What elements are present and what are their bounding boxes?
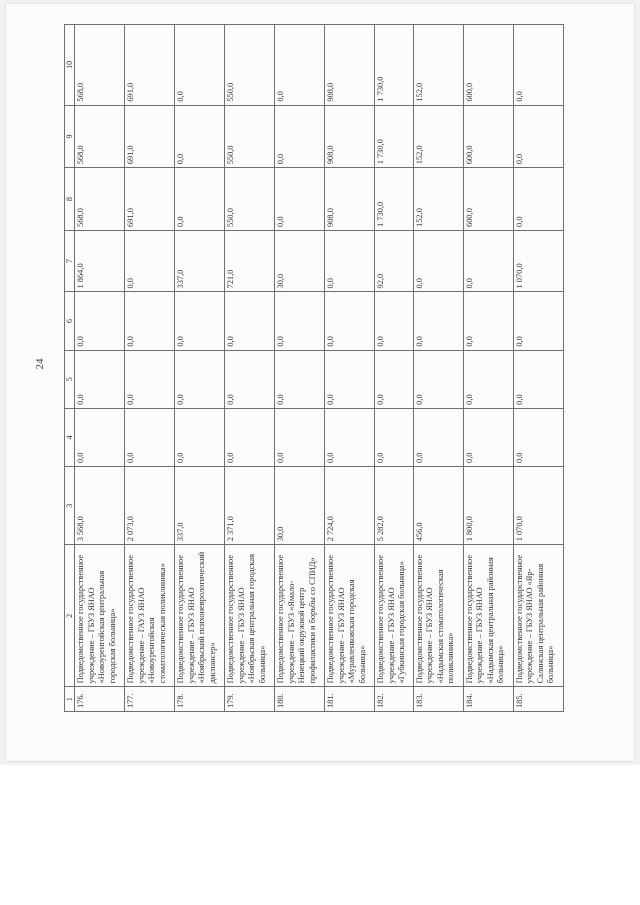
value-cell: 1 800,0 <box>463 466 513 544</box>
value-cell: 908,0 <box>325 25 375 106</box>
institution-name-cell: Подведомственное государственное учреждение – ГБУЗ «Ямало-Ненецкий окружной центр профилактики и борьбы со СПИД» <box>275 545 325 687</box>
document-page <box>6 4 634 761</box>
row-number-cell: 183. <box>413 687 463 712</box>
value-cell: 0,0 <box>275 408 325 466</box>
value-cell: 152,0 <box>413 105 463 168</box>
value-cell: 550,0 <box>225 168 275 231</box>
row-number-cell: 181. <box>325 687 375 712</box>
value-cell: 908,0 <box>325 168 375 231</box>
table-row <box>463 25 513 712</box>
column-header: 2 <box>65 545 75 687</box>
column-header: 4 <box>65 408 75 466</box>
value-cell: 0,0 <box>325 292 375 350</box>
table-row <box>125 25 175 712</box>
value-cell: 30,0 <box>275 466 325 544</box>
value-cell: 3 568,0 <box>75 466 125 544</box>
value-cell: 0,0 <box>75 350 125 408</box>
value-cell: 0,0 <box>125 230 175 292</box>
value-cell: 691,0 <box>125 105 175 168</box>
value-cell: 2 724,0 <box>325 466 375 544</box>
value-cell: 0,0 <box>225 292 275 350</box>
institution-name-cell: Подведомственное государственное учреждение – ГБУЗ ЯНАО «Новоуренгойская центральная городская больница» <box>75 545 125 687</box>
value-cell: 721,0 <box>225 230 275 292</box>
table-row <box>375 25 413 712</box>
value-cell: 0,0 <box>513 105 563 168</box>
value-cell: 550,0 <box>225 105 275 168</box>
institution-name-cell: Подведомственное государственное учреждение – ГАУЗ ЯНАО «Новоуренгойская стоматологическая поликлиника» <box>125 545 175 687</box>
value-cell: 0,0 <box>175 25 225 106</box>
value-cell: 0,0 <box>275 350 325 408</box>
value-cell: 0,0 <box>175 350 225 408</box>
column-header: 10 <box>65 25 75 106</box>
value-cell: 0,0 <box>413 408 463 466</box>
value-cell: 0,0 <box>275 168 325 231</box>
value-cell: 2 073,0 <box>125 466 175 544</box>
value-cell: 152,0 <box>413 25 463 106</box>
row-number-cell: 185. <box>513 687 563 712</box>
value-cell: 1 730,0 <box>375 105 413 168</box>
value-cell: 0,0 <box>125 408 175 466</box>
value-cell: 691,0 <box>125 25 175 106</box>
value-cell: 0,0 <box>225 350 275 408</box>
institution-name-cell: Подведомственное государственное учреждение – ГБУЗ ЯНАО «Яр-Салинская центральная районная больница» <box>513 545 563 687</box>
column-header: 1 <box>65 687 75 712</box>
value-cell: 0,0 <box>375 292 413 350</box>
table-row <box>413 25 463 712</box>
value-cell: 600,0 <box>463 105 513 168</box>
value-cell: 0,0 <box>275 105 325 168</box>
value-cell: 568,0 <box>75 105 125 168</box>
value-cell: 0,0 <box>463 350 513 408</box>
column-header: 8 <box>65 168 75 231</box>
value-cell: 0,0 <box>463 408 513 466</box>
value-cell: 0,0 <box>275 25 325 106</box>
value-cell: 0,0 <box>463 292 513 350</box>
value-cell: 0,0 <box>125 350 175 408</box>
value-cell: 0,0 <box>175 292 225 350</box>
table-row <box>275 25 325 712</box>
table-body <box>75 25 564 712</box>
value-cell: 0,0 <box>513 25 563 106</box>
table-row <box>75 25 125 712</box>
institution-name-cell: Подведомственное государственное учреждение – ГБУЗ ЯНАО «Муравленковская городская больница» <box>325 545 375 687</box>
value-cell: 0,0 <box>375 408 413 466</box>
value-cell: 0,0 <box>125 292 175 350</box>
value-cell: 0,0 <box>175 168 225 231</box>
value-cell: 568,0 <box>75 168 125 231</box>
value-cell: 1 730,0 <box>375 168 413 231</box>
row-number-cell: 184. <box>463 687 513 712</box>
table-row <box>225 25 275 712</box>
value-cell: 0,0 <box>375 350 413 408</box>
table-row <box>325 25 375 712</box>
table-row <box>513 25 563 712</box>
row-number-cell: 182. <box>375 687 413 712</box>
value-cell: 0,0 <box>513 292 563 350</box>
value-cell: 2 371,0 <box>225 466 275 544</box>
value-cell: 5 282,0 <box>375 466 413 544</box>
row-number-cell: 177. <box>125 687 175 712</box>
column-header: 5 <box>65 350 75 408</box>
value-cell: 691,0 <box>125 168 175 231</box>
value-cell: 0,0 <box>175 408 225 466</box>
value-cell: 1 730,0 <box>375 25 413 106</box>
value-cell: 0,0 <box>325 230 375 292</box>
column-header: 7 <box>65 230 75 292</box>
value-cell: 0,0 <box>175 105 225 168</box>
value-cell: 600,0 <box>463 25 513 106</box>
value-cell: 0,0 <box>325 408 375 466</box>
row-number-cell: 180. <box>275 687 325 712</box>
value-cell: 0,0 <box>513 168 563 231</box>
value-cell: 0,0 <box>413 350 463 408</box>
column-header: 3 <box>65 466 75 544</box>
rotated-content <box>34 24 564 712</box>
value-cell: 456,0 <box>413 466 463 544</box>
value-cell: 0,0 <box>75 408 125 466</box>
value-cell: 0,0 <box>225 408 275 466</box>
column-header: 6 <box>65 292 75 350</box>
column-number-row <box>65 25 75 712</box>
value-cell: 1 864,0 <box>75 230 125 292</box>
value-cell: 0,0 <box>325 350 375 408</box>
value-cell: 0,0 <box>463 230 513 292</box>
value-cell: 0,0 <box>513 350 563 408</box>
value-cell: 1 070,0 <box>513 466 563 544</box>
value-cell: 337,0 <box>175 466 225 544</box>
budget-table <box>64 24 564 712</box>
value-cell: 550,0 <box>225 25 275 106</box>
row-number-cell: 178. <box>175 687 225 712</box>
value-cell: 600,0 <box>463 168 513 231</box>
value-cell: 0,0 <box>413 230 463 292</box>
institution-name-cell: Подведомственное государственное учреждение – ГБУЗ ЯНАО «Ноябрьский психоневрологический диспансер» <box>175 545 225 687</box>
value-cell: 0,0 <box>413 292 463 350</box>
row-number-cell: 176. <box>75 687 125 712</box>
institution-name-cell: Подведомственное государственное учреждение – ГБУЗ ЯНАО «Надымская центральная районная больница» <box>463 545 513 687</box>
institution-name-cell: Подведомственное государственное учреждение – ГБУЗ ЯНАО «Надымская стоматологическая поликлиника» <box>413 545 463 687</box>
institution-name-cell: Подведомственное государственное учреждение – ГБУЗ ЯНАО «Ноябрьская центральная городская больница» <box>225 545 275 687</box>
value-cell: 568,0 <box>75 25 125 106</box>
value-cell: 152,0 <box>413 168 463 231</box>
value-cell: 0,0 <box>275 292 325 350</box>
value-cell: 92,0 <box>375 230 413 292</box>
value-cell: 0,0 <box>75 292 125 350</box>
value-cell: 1 070,0 <box>513 230 563 292</box>
table-row <box>175 25 225 712</box>
institution-name-cell: Подведомственное государственное учреждение – ГБУЗ ЯНАО «Губкинская городская больница» <box>375 545 413 687</box>
row-number-cell: 179. <box>225 687 275 712</box>
column-header: 9 <box>65 105 75 168</box>
value-cell: 908,0 <box>325 105 375 168</box>
value-cell: 0,0 <box>513 408 563 466</box>
page-number: 24 <box>34 358 46 370</box>
value-cell: 30,0 <box>275 230 325 292</box>
value-cell: 337,0 <box>175 230 225 292</box>
